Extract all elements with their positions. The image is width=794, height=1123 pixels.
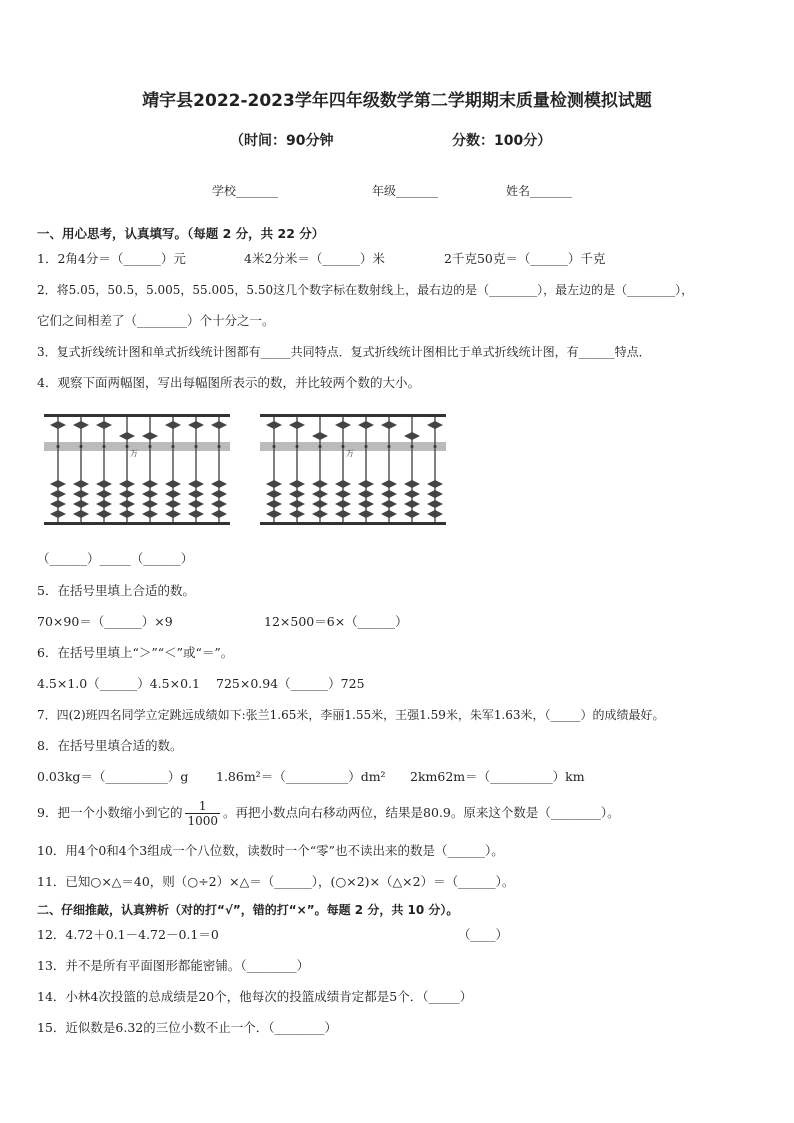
abacus-dot <box>172 445 175 448</box>
abacus-bead <box>381 421 397 429</box>
abacus-dot <box>273 445 276 448</box>
question-7: 7．四(2)班四名同学立定跳远成绩如下:张兰1.65米，李丽1.55米，王强1.59米，朱军1.63米，（_____）的成绩最好。 <box>37 708 665 722</box>
question-2-line2: 它们之间相差了（________）个十分之一。 <box>37 313 275 328</box>
abacus-image-left <box>44 412 234 530</box>
abacus-dot <box>411 445 414 448</box>
question-12-blank: （____） <box>458 927 509 942</box>
abacus-frame-top <box>260 414 446 417</box>
abacus-dot <box>319 445 322 448</box>
abacus-bead <box>96 490 112 498</box>
question-4: 4．观察下面两幅图，写出每幅图所表示的数，并比较两个数的大小。 <box>37 375 420 390</box>
abacus-bead <box>96 510 112 518</box>
question-8a: 0.03kg＝（__________）g <box>37 769 189 784</box>
abacus-bead <box>335 480 351 488</box>
abacus-bead <box>50 500 66 508</box>
question-6: 6．在括号里填上“＞”“＜”或“＝”。 <box>37 645 234 660</box>
abacus-bead <box>165 490 181 498</box>
abacus-bead <box>266 510 282 518</box>
abacus-image-right <box>260 412 450 530</box>
abacus-bead <box>427 490 443 498</box>
question-8: 8．在括号里填合适的数。 <box>37 738 183 753</box>
abacus-bead <box>381 490 397 498</box>
abacus-bead <box>96 480 112 488</box>
abacus-place-label: 万 <box>130 449 138 458</box>
question-4-answer: （______）_____（______） <box>37 551 194 566</box>
abacus-frame-top <box>44 414 230 417</box>
abacus-frame-bottom <box>260 522 446 525</box>
abacus-bead <box>289 490 305 498</box>
abacus-bead <box>404 490 420 498</box>
abacus-dot <box>218 445 221 448</box>
school-field[interactable]: 学校_______ <box>212 184 279 198</box>
abacus-bead <box>50 490 66 498</box>
question-9 <box>37 798 620 828</box>
question-14: 14．小林4次投篮的总成绩是20个，他每次的投篮成绩肯定都是5个．（_____） <box>37 989 473 1004</box>
name-field[interactable]: 姓名_______ <box>506 184 573 198</box>
fraction-numerator: 1 <box>185 799 220 814</box>
abacus-bead <box>266 500 282 508</box>
abacus-dot <box>126 445 129 448</box>
abacus-bead <box>165 510 181 518</box>
abacus-bead <box>211 421 227 429</box>
question-3: 3．复式折线统计图和单式折线统计图都有_____共同特点．复式折线统计图相比于单式折线统计图，有______特点． <box>37 345 651 359</box>
abacus-dot <box>195 445 198 448</box>
abacus-bead <box>335 500 351 508</box>
abacus-bead <box>335 510 351 518</box>
abacus-bead <box>165 421 181 429</box>
abacus-dot <box>57 445 60 448</box>
abacus-bead <box>188 500 204 508</box>
question-9-prefix: 9．把一个小数缩小到它的 <box>37 805 183 820</box>
question-8c: 2km62m＝（__________）km <box>410 769 585 784</box>
abacus-bead <box>266 421 282 429</box>
abacus-bead <box>289 510 305 518</box>
abacus-bead <box>312 510 328 518</box>
abacus-bead <box>119 500 135 508</box>
page-title: 靖宇县2022-2023学年四年级数学第二学期期末质量检测模拟试题 <box>142 91 652 111</box>
question-5: 5．在括号里填上合适的数。 <box>37 583 195 598</box>
abacus-bead <box>73 510 89 518</box>
abacus-dot <box>80 445 83 448</box>
abacus-bead <box>427 510 443 518</box>
abacus-bead <box>358 490 374 498</box>
abacus-bead <box>266 490 282 498</box>
abacus-bead <box>312 432 328 440</box>
fraction-denominator: 1000 <box>187 814 219 828</box>
abacus-bead <box>312 500 328 508</box>
question-6b: 725×0.94（______）725 <box>216 676 365 691</box>
abacus-bead <box>312 480 328 488</box>
abacus-bead <box>142 480 158 488</box>
abacus-bead <box>188 490 204 498</box>
abacus-bead <box>188 510 204 518</box>
abacus-bead <box>381 480 397 488</box>
fraction <box>185 799 220 828</box>
abacus-bead <box>404 480 420 488</box>
abacus-bead <box>188 421 204 429</box>
question-5a: 70×90＝（______）×9 <box>37 614 173 629</box>
abacus-dot <box>342 445 345 448</box>
abacus-bead <box>404 510 420 518</box>
question-1b: 4米2分米＝（______）米 <box>244 251 385 266</box>
abacus-bead <box>358 510 374 518</box>
question-2-line1: 2．将5.05，50.5，5.005，55.005，5.50这几个数字标在数射线上，最右边的是（________），最左边的是（________）， <box>37 283 694 297</box>
abacus-bead <box>381 510 397 518</box>
exam-time: （时间：90分钟 <box>230 133 334 149</box>
abacus-dot <box>365 445 368 448</box>
abacus-bead <box>404 432 420 440</box>
abacus-bead <box>119 490 135 498</box>
abacus-bead <box>335 421 351 429</box>
abacus-bead <box>142 510 158 518</box>
section-1-heading: 一、用心思考，认真填写。（每题 2 分，共 22 分） <box>37 226 325 241</box>
question-13: 13．并不是所有平面图形都能密铺。（________） <box>37 958 310 973</box>
abacus-bead <box>358 421 374 429</box>
abacus-bead <box>142 500 158 508</box>
abacus-dot <box>434 445 437 448</box>
abacus-bead <box>211 490 227 498</box>
abacus-bead <box>312 490 328 498</box>
question-10: 10．用4个0和4个3组成一个八位数，读数时一个“零”也不读出来的数是（______）。 <box>37 843 504 858</box>
abacus-dot <box>149 445 152 448</box>
question-6a: 4.5×1.0（______）4.5×0.1 <box>37 676 200 691</box>
abacus-bead <box>119 480 135 488</box>
abacus-dot <box>103 445 106 448</box>
abacus-bead <box>50 480 66 488</box>
abacus-bead <box>211 510 227 518</box>
abacus-bead <box>165 500 181 508</box>
abacus-bead <box>358 500 374 508</box>
abacus-bead <box>381 500 397 508</box>
abacus-bead <box>73 490 89 498</box>
question-15: 15．近似数是6.32的三位小数不止一个．（________） <box>37 1020 337 1035</box>
question-5b: 12×500＝6×（______） <box>264 614 408 629</box>
abacus-bead <box>358 480 374 488</box>
question-1a: 1．2角4分＝（______）元 <box>37 251 186 266</box>
abacus-bead <box>142 432 158 440</box>
abacus-frame-bottom <box>44 522 230 525</box>
abacus-bead <box>96 421 112 429</box>
abacus-bead <box>188 480 204 488</box>
abacus-bead <box>266 480 282 488</box>
question-12: 12．4.72＋0.1－4.72－0.1＝0 <box>37 927 219 942</box>
question-11: 11．已知○×△＝40，则（○÷2）×△＝（______），(○×2)×（△×2）＝（______）。 <box>37 874 515 889</box>
abacus-bead <box>335 490 351 498</box>
abacus-bead <box>289 500 305 508</box>
abacus-bead <box>96 500 112 508</box>
abacus-bead <box>142 490 158 498</box>
grade-field[interactable]: 年级_______ <box>372 184 439 198</box>
abacus-bead <box>73 421 89 429</box>
abacus-place-label: 万 <box>346 449 354 458</box>
abacus-bead <box>427 500 443 508</box>
exam-score: 分数：100分） <box>452 133 552 149</box>
abacus-bead <box>50 510 66 518</box>
abacus-dot <box>296 445 299 448</box>
abacus-bead <box>211 480 227 488</box>
abacus-bead <box>289 480 305 488</box>
abacus-bead <box>289 421 305 429</box>
section-2-heading: 二、仔细推敲，认真辨析（对的打“√”，错的打“×”。每题 2 分，共 10 分）。 <box>37 903 459 917</box>
abacus-bead <box>73 480 89 488</box>
abacus-bead <box>427 480 443 488</box>
abacus-bead <box>427 421 443 429</box>
abacus-bead <box>50 421 66 429</box>
question-8b: 1.86m²＝（__________）dm² <box>216 769 386 784</box>
abacus-bead <box>165 480 181 488</box>
abacus-dot <box>388 445 391 448</box>
abacus-bead <box>119 510 135 518</box>
abacus-bead <box>404 500 420 508</box>
abacus-bead <box>119 432 135 440</box>
question-1c: 2千克50克＝（______）千克 <box>444 251 606 266</box>
abacus-bead <box>211 500 227 508</box>
question-9-suffix: 。再把小数点向右移动两位，结果是80.9。原来这个数是（________）。 <box>223 805 620 820</box>
abacus-bead <box>73 500 89 508</box>
